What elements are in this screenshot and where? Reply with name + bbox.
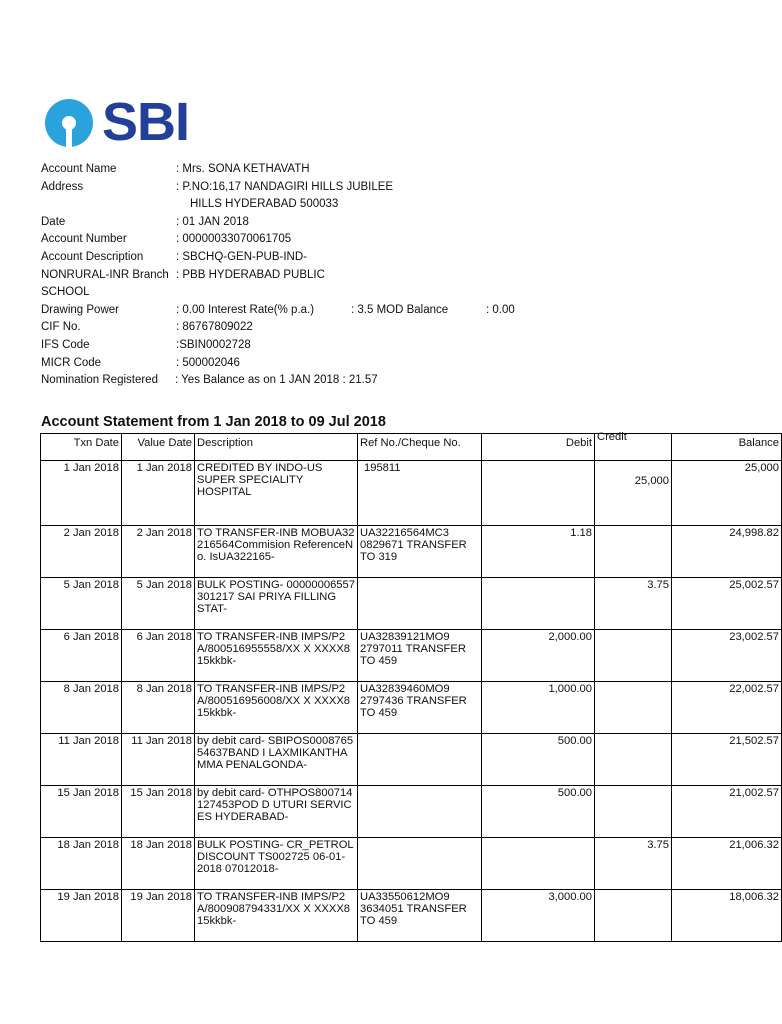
cell-description: by debit card- OTHPOS800714127453POD D UTURI SERVICES HYDERABAD- [195,786,358,838]
table-row [41,786,782,838]
cell-ref: UA32839121MO9 2797011 TRANSFER TO 459 [358,630,482,682]
cell-debit [482,461,595,526]
micr-label: MICR Code [41,356,102,369]
cell-balance: 23,002.57 [672,630,782,682]
ifs-label: IFS Code [41,338,90,351]
cell-description: TO TRANSFER-INB IMPS/P2A/800908794331/XX X XXXX815kkbk- [195,890,358,942]
account-description-label: Account Description [41,250,144,263]
cell-txn-date: 19 Jan 2018 [41,890,122,942]
interest-rate-value: : 3.5 MOD Balance [351,303,449,316]
nomination-label: Nomination Registered [41,374,158,387]
ifs-value: :SBIN0002728 [176,338,251,351]
cell-value-date: 8 Jan 2018 [122,682,195,734]
cell-credit: 3.75 [595,578,672,630]
cell-ref [358,578,482,630]
cif-label: CIF No. [41,321,81,334]
account-number-label: Account Number [41,233,127,246]
cell-balance: 24,998.82 [672,526,782,578]
table-row [41,526,782,578]
sbi-logo [44,94,194,152]
cell-description: BULK POSTING- CR_PETROL DISCOUNT TS002725 06-01- 2018 07012018- [195,838,358,890]
nomination-value: : Yes Balance as on 1 JAN 2018 : 21.57 [175,374,378,387]
drawing-power-value: : 0.00 Interest Rate(% p.a.) [176,303,315,316]
cell-credit [595,734,672,786]
cell-balance: 25,000 [672,461,782,526]
cell-description: by debit card- SBIPOS000876554637BAND I LAXMIKANTHAMMA PENALGONDA- [195,734,358,786]
account-description-value: : SBCHQ-GEN-PUB-IND- [176,250,307,263]
cell-balance: 21,006.32 [672,838,782,890]
address-line1: : P.NO:16,17 NANDAGIRI HILLS JUBILEE [176,180,394,193]
cell-debit: 500.00 [482,786,595,838]
cell-value-date: 5 Jan 2018 [122,578,195,630]
cell-debit: 1.18 [482,526,595,578]
cell-credit [595,526,672,578]
cell-ref: UA32839460MO9 2797436 TRANSFER TO 459 [358,682,482,734]
cif-value: : 86767809022 [176,321,253,334]
table-header-row [41,434,782,461]
cell-value-date: 6 Jan 2018 [122,630,195,682]
cell-description: BULK POSTING- 00000006557 301217 SAI PRIYA FILLING STAT- [195,578,358,630]
cell-credit: 25,000 [595,461,672,526]
account-number-value: : 00000033070061705 [176,233,292,246]
cell-debit: 2,000.00 [482,630,595,682]
cell-txn-date: 11 Jan 2018 [41,734,122,786]
address-label: Address [41,180,84,193]
cell-description: TO TRANSFER-INB MOBUA32216564Commision ReferenceNo. IsUA322165- [195,526,358,578]
date-label: Date [41,215,66,228]
account-name-label: Account Name [41,163,117,175]
table-row [41,734,782,786]
cell-value-date: 19 Jan 2018 [122,890,195,942]
cell-debit [482,838,595,890]
cell-description: TO TRANSFER-INB IMPS/P2A/800516956008/XX X XXXX815kkbk- [195,682,358,734]
cell-credit [595,890,672,942]
cell-ref: UA33550612MO9 3634051 TRANSFER TO 459 [358,890,482,942]
cell-balance: 22,002.57 [672,682,782,734]
cell-txn-date: 18 Jan 2018 [41,838,122,890]
transactions-table [40,433,782,942]
table-row [41,630,782,682]
drawing-power-label: Drawing Power [41,303,119,316]
cell-description: TO TRANSFER-INB IMPS/P2A/800516955558/XX X XXXX815kkbk- [195,630,358,682]
branch-label: NONRURAL-INR Branch [41,268,169,281]
col-header-balance: Balance [672,434,782,461]
col-header-credit [595,431,672,461]
cell-value-date: 15 Jan 2018 [122,786,195,838]
cell-ref [358,838,482,890]
table-row [41,578,782,630]
table-body [41,461,782,942]
cell-ref [358,734,482,786]
cell-credit [595,630,672,682]
table-row [41,890,782,942]
cell-ref [358,786,482,838]
cell-value-date: 1 Jan 2018 [122,461,195,526]
cell-ref: UA32216564MC3 0829671 TRANSFER TO 319 [358,526,482,578]
table-row [41,461,782,526]
table-row [41,682,782,734]
cell-balance: 21,002.57 [672,786,782,838]
col-header-value-date: Value Date [122,434,195,461]
cell-debit: 1,000.00 [482,682,595,734]
sbi-keyhole-icon [44,98,94,148]
cell-value-date: 11 Jan 2018 [122,734,195,786]
cell-balance: 18,006.32 [672,890,782,942]
cell-value-date: 2 Jan 2018 [122,526,195,578]
cell-txn-date: 15 Jan 2018 [41,786,122,838]
cell-txn-date: 2 Jan 2018 [41,526,122,578]
table-row [41,838,782,890]
col-header-debit: Debit [482,434,595,461]
cell-balance: 25,002.57 [672,578,782,630]
col-header-description: Description [195,434,358,461]
cell-balance: 21,502.57 [672,734,782,786]
cell-txn-date: 8 Jan 2018 [41,682,122,734]
cell-ref: 195811 [358,461,482,526]
cell-credit [595,786,672,838]
cell-txn-date: 5 Jan 2018 [41,578,122,630]
branch-line1: : PBB HYDERABAD PUBLIC [176,268,325,281]
micr-value: : 500002046 [176,356,240,369]
statement-title: Account Statement from 1 Jan 2018 to 09 Jul 2018 [41,414,386,430]
cell-value-date: 18 Jan 2018 [122,838,195,890]
mod-balance-value: : 0.00 [486,303,515,316]
cell-txn-date: 6 Jan 2018 [41,630,122,682]
account-name-value: : Mrs. SONA KETHAVATH [176,163,310,175]
cell-txn-date: 1 Jan 2018 [41,461,122,526]
address-line2: HILLS HYDERABAD 500033 [190,198,339,211]
sbi-logo-text: SBI [102,92,190,152]
col-header-credit-label: Credit [597,431,627,443]
col-header-txn-date: Txn Date [41,434,122,461]
date-value: : 01 JAN 2018 [176,215,249,228]
cell-debit [482,578,595,630]
col-header-ref: Ref No./Cheque No. [358,434,482,461]
cell-debit: 3,000.00 [482,890,595,942]
branch-line2: SCHOOL [41,286,90,299]
cell-description: CREDITED BY INDO-US SUPER SPECIALITY HOSPITAL [195,461,358,526]
cell-debit: 500.00 [482,734,595,786]
cell-credit: 3.75 [595,838,672,890]
cell-credit [595,682,672,734]
